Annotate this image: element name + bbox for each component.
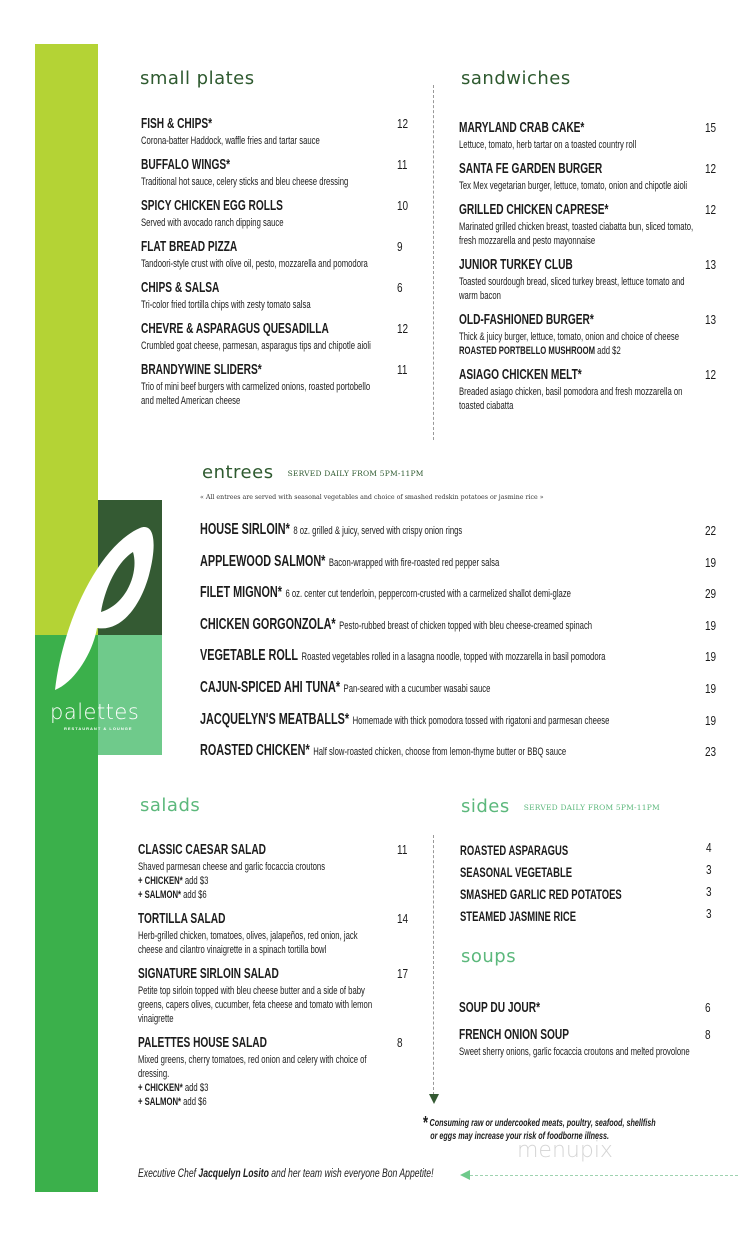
item-price: 12 [397,117,409,131]
item-name: SOUP DU JOUR* [459,1000,541,1016]
item-price: 8 [397,1036,403,1050]
sides-title: sides [461,796,510,817]
menu-item [459,119,729,152]
entree-description: Half slow-roasted chicken, choose from lemon-thyme butter or BBQ sauce [313,746,567,759]
side-price: 3 [706,863,712,877]
item-description: Marinated grilled chicken breast, toasted ciabatta bun, sliced tomato, fresh mozzarella and pesto mayonnaise [459,221,694,247]
item-price: 11 [397,843,408,857]
menu-item [459,160,729,193]
item-name: SPICY CHICKEN EGG ROLLS [141,198,283,214]
item-description: Breaded asiago chicken, basil pomodora and fresh mozzarella on toasted ciabatta [459,386,683,412]
entree-text [200,553,564,571]
entrees-served-hours: SERVED DAILY FROM 5PM-11PM [287,468,424,478]
item-name: BUFFALO WINGS* [141,157,231,173]
item-text [141,279,376,312]
chef-name: Jacquelyn Losito [198,1168,269,1180]
item-text [141,320,376,353]
entree-row [200,647,720,667]
item-price: 12 [705,368,717,382]
asterisk-icon: * [423,1113,429,1133]
item-price: 12 [397,322,409,336]
item-text [141,361,376,408]
item-text [459,119,694,152]
addon-price: add $2 [597,345,621,357]
item-price: 9 [397,240,403,254]
item-name: SIGNATURE SIRLOIN SALAD [138,966,279,982]
item-price: 17 [397,967,409,981]
item-description: Petite top sirloin topped with bleu cheese butter and a side of baby greens, capers olives, cucumber, feta cheese and tomato with lemon vinaigrette [138,985,373,1025]
item-text [138,841,373,902]
side-text [460,841,649,860]
item-addon [138,888,373,902]
entree-name: HOUSE SIRLOIN* [200,521,290,538]
side-text [460,907,649,926]
item-description: Served with avocado ranch dipping sauce [141,217,284,229]
entree-row [200,742,720,762]
entree-text [200,584,571,602]
entree-text [200,742,567,760]
soups-list [459,999,729,1067]
soups-heading: soups [461,946,517,967]
sides-served-hours: SERVED DAILY FROM 5PM-11PM [523,802,660,812]
chef-footer [138,1168,433,1180]
item-text [138,965,373,1026]
entree-row [200,679,720,699]
item-price: 13 [705,258,717,272]
addon-name: + SALMON* [138,889,182,901]
item-text [141,156,376,189]
entree-text [200,647,606,665]
item-name: FLAT BREAD PIZZA [141,239,238,255]
item-price: 12 [705,203,717,217]
item-price: 6 [397,281,403,295]
entree-text [200,710,610,729]
entree-price: 19 [705,682,717,696]
salads-list [138,841,408,1117]
salads-heading: salads [140,795,201,816]
item-price: 6 [705,1001,711,1015]
sandwiches-list [459,119,729,421]
addon-price: add $6 [183,889,207,901]
menu-item [459,999,729,1018]
item-addon [459,344,694,358]
side-price: 3 [706,907,712,921]
entree-price: 19 [705,650,717,665]
item-price: 11 [397,158,408,172]
item-text [141,197,376,230]
side-name: SMASHED GARLIC RED POTATOES [460,887,622,902]
addon-price: add $3 [184,1082,209,1094]
item-name: CLASSIC CAESAR SALAD [138,842,267,858]
addon-name: + CHICKEN* [138,1082,183,1094]
entree-price: 22 [705,524,717,538]
item-text [138,1034,373,1109]
item-description: Tandoori-style crust with olive oil, pesto, mozzarella and pomodora [141,258,368,270]
item-description: Herb-grilled chicken, tomatoes, olives, jalapeños, red onion, jack cheese and cilantro vinaigrette in a spinach tortilla bowl [138,930,358,956]
entree-text [200,615,593,634]
entree-description: Homemade with thick pomodora tossed with rigatoni and parmesan cheese [352,714,610,727]
menu-item [141,320,411,353]
item-addon [138,874,373,888]
item-addon [138,1081,373,1095]
entree-row [200,616,720,636]
column-divider [433,85,434,440]
addon-price: add $6 [183,1096,207,1108]
item-name: GRILLED CHICKEN CAPRESE* [459,202,609,218]
menu-item [141,115,411,148]
side-text [460,885,649,904]
item-description: Crumbled goat cheese, parmesan, asparagus tips and chipotle aioli [141,340,371,352]
item-price: 13 [705,313,717,327]
addon-name: + CHICKEN* [138,875,183,887]
item-description: Trio of mini beef burgers with carmelized onions, roasted portobello and melted American cheese [141,381,371,407]
entree-text [200,679,564,697]
footer-pre: Executive Chef [138,1168,199,1180]
side-item [460,907,730,929]
small-plates-list [141,115,411,416]
item-name: FRENCH ONION SOUP [459,1027,569,1043]
footer-post: and her team wish everyone Bon Appetite! [268,1168,434,1180]
footnote-line-1: Consuming raw or undercooked meats, poultry, seafood, shellfish [429,1118,656,1129]
entree-price: 29 [705,587,717,602]
arrow-left-icon [460,1170,470,1180]
sides-heading [461,796,660,817]
footnote-line-2: or eggs may increase your risk of foodborne illness. [430,1131,610,1142]
item-text [459,201,694,248]
menu-item [459,1026,729,1059]
entree-price: 19 [705,713,717,728]
entree-row [200,711,720,731]
item-price: 10 [397,199,409,213]
item-name: CHIPS & SALSA [141,280,220,296]
entree-price: 19 [705,618,717,633]
entree-description: Bacon-wrapped with fire-roasted red pepper salsa [328,556,500,569]
menu-item [141,361,411,408]
item-text [459,311,694,358]
item-description: Mixed greens, cherry tomatoes, red onion and celery with choice of dressing. [138,1054,367,1080]
item-text [141,115,376,148]
menu-item [141,197,411,230]
entree-text [200,521,564,539]
item-name: PALETTES HOUSE SALAD [138,1035,267,1051]
item-name: OLD-FASHIONED BURGER* [459,312,594,328]
footer-dashed-line [470,1175,738,1176]
side-name: ROASTED ASPARAGUS [460,843,569,858]
side-name: STEAMED JASMINE RICE [460,909,577,924]
entree-name: VEGETABLE ROLL [200,647,299,665]
item-name: TORTILLA SALAD [138,911,226,927]
item-price: 8 [705,1028,711,1042]
item-addon [138,1095,373,1109]
item-description: Tri-color fried tortilla chips with zesty tomato salsa [141,299,311,311]
menu-item [138,1034,408,1109]
menu-item [459,256,729,303]
item-text [459,256,694,303]
menu-item [141,238,411,271]
side-item [460,841,730,863]
menu-item [141,279,411,312]
entree-row [200,521,720,541]
menu-item [141,156,411,189]
entree-name: CAJUN-SPICED AHI TUNA* [200,679,341,696]
entree-name: FILET MIGNON* [200,584,282,602]
entree-description: 8 oz. grilled & juicy, served with crispy onion rings [293,525,463,537]
entree-price: 19 [705,555,717,570]
side-item [460,885,730,907]
item-name: CHEVRE & ASPARAGUS QUESADILLA [141,321,329,337]
entrees-title: entrees [202,462,274,483]
item-text [459,999,694,1018]
menu-item [459,311,729,358]
item-description: Tex Mex vegetarian burger, lettuce, tomato, onion and chipotle aioli [459,180,688,192]
entree-description: 6 oz. center cut tenderloin, peppercorn-crusted with a carmelized shallot demi-glaze [285,588,571,601]
item-price: 12 [705,162,717,176]
arrow-down-icon [429,1094,439,1104]
item-description: Sweet sherry onions, garlic focaccia croutons and melted provolone [459,1046,690,1058]
entree-name: ROASTED CHICKEN* [200,742,310,760]
menu-item [459,366,729,413]
brand-name: palettes [50,700,140,724]
item-name: BRANDYWINE SLIDERS* [141,362,262,378]
entree-row [200,584,720,604]
item-price: 14 [397,912,409,926]
column-divider-lower [433,835,434,1095]
item-description: Traditional hot sauce, celery sticks and bleu cheese dressing [141,176,349,188]
item-name: ASIAGO CHICKEN MELT* [459,367,582,383]
entrees-note: « All entrees are served with seasonal vegetables and choice of smashed redskin potatoes or jasmine rice » [200,494,544,501]
palettes-p-logo-icon [35,500,165,710]
small-plates-heading: small plates [140,68,255,89]
entree-name: CHICKEN GORGONZOLA* [200,615,336,633]
item-description: Corona-batter Haddock, waffle fries and tartar sauce [141,135,320,147]
menu-item [138,965,408,1026]
item-description: Shaved parmesan cheese and garlic focaccia croutons [138,861,326,873]
item-text [459,160,694,193]
item-description: Toasted sourdough bread, sliced turkey breast, lettuce tomato and warm bacon [459,276,685,302]
entree-name: APPLEWOOD SALMON* [200,552,326,570]
item-description: Thick & juicy burger, lettuce, tomato, onion and choice of cheese [459,331,680,343]
side-price: 4 [706,841,712,855]
side-name: SEASONAL VEGETABLE [460,865,573,880]
item-text [138,910,373,957]
item-name: MARYLAND CRAB CAKE* [459,120,585,136]
entree-price: 23 [705,745,717,760]
item-price: 15 [705,121,717,135]
item-text [141,238,376,271]
item-price: 11 [397,363,408,377]
item-description: Lettuce, tomato, herb tartar on a toasted country roll [459,139,637,151]
side-text [460,863,649,882]
side-item [460,863,730,885]
item-name: JUNIOR TURKEY CLUB [459,257,573,273]
entree-description: Pan-seared with a cucumber wasabi sauce [343,683,491,695]
menu-item [138,910,408,957]
menu-item [138,841,408,902]
item-text [459,366,694,413]
menu-item [459,201,729,248]
addon-name: ROASTED PORTBELLO MUSHROOM [459,345,596,357]
sandwiches-heading: sandwiches [461,68,571,89]
entree-name: JACQUELYN'S MEATBALLS* [200,710,350,728]
watermark: menupix [517,1138,613,1163]
item-text [459,1026,694,1059]
item-name: SANTA FE GARDEN BURGER [459,161,603,177]
sides-list [460,841,730,929]
entree-row [200,553,720,573]
side-price: 3 [706,885,712,899]
entree-description: Pesto-rubbed breast of chicken topped with bleu cheese-creamed spinach [339,619,593,632]
addon-price: add $3 [184,875,209,887]
entrees-heading [202,462,424,483]
item-name: FISH & CHIPS* [141,116,213,132]
brand-tagline: RESTAURANT & LOUNGE [64,726,133,731]
entree-description: Roasted vegetables rolled in a lasagna noodle, topped with mozzarella in basil pomodora [301,651,606,664]
addon-name: + SALMON* [138,1096,182,1108]
